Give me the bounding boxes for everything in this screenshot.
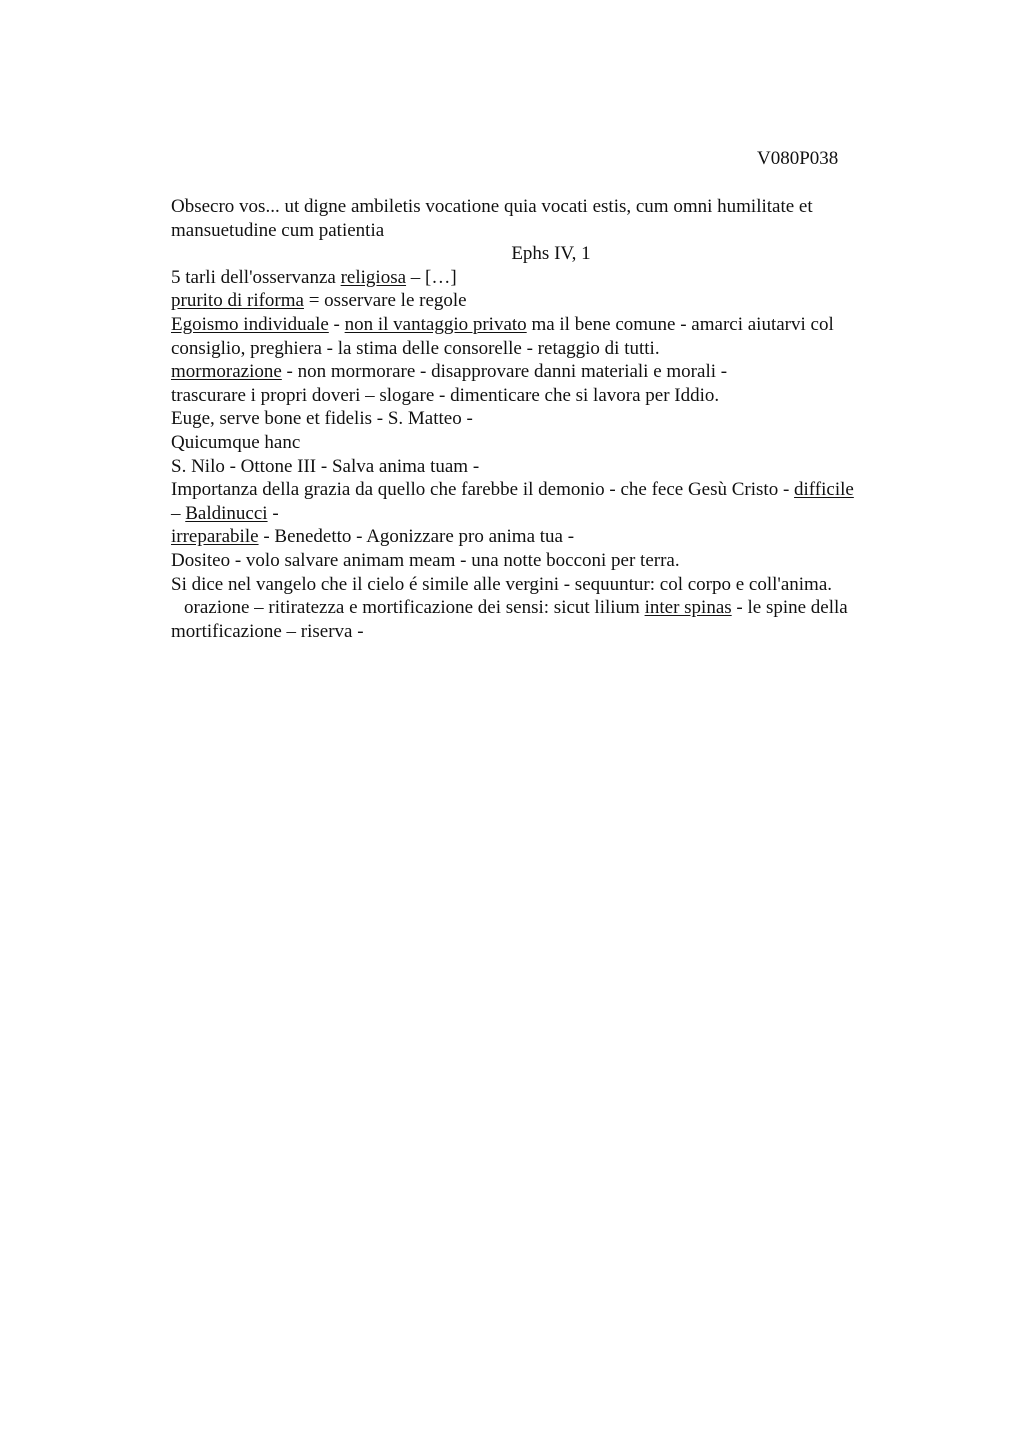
underlined-text: irreparabile [171, 526, 259, 548]
underlined-text: religiosa [340, 266, 407, 288]
document-id: V080P038 [757, 148, 839, 169]
citation: Ephs IV, 1 [511, 243, 591, 265]
text-span: Importanza della grazia da quello che farebbe il demonio - che fece Gesù Cristo - [171, 479, 795, 501]
text-line: consiglio, preghiera - la stima delle consorelle - retaggio di tutti. [171, 337, 660, 359]
text-line [171, 266, 931, 290]
underlined-text: Egoismo individuale [171, 313, 329, 335]
text-line: Dositeo - volo salvare animam meam - una notte bocconi per terra. [171, 549, 680, 571]
quote-line: Obsecro vos... ut digne ambiletis vocatione quia vocati estis, cum omni humilitate et [171, 196, 813, 217]
text-span: - le spine della [731, 597, 848, 619]
text-span: – [171, 502, 186, 524]
text-span: - non mormorare - disapprovare danni materiali e morali - [281, 361, 728, 383]
text-line [171, 360, 931, 384]
text-line [171, 525, 931, 549]
underlined-text: mormorazione [171, 361, 282, 383]
text-line: Euge, serve bone et fidelis - S. Matteo - [171, 408, 473, 430]
underlined-text: inter spinas [644, 597, 732, 619]
underlined-text: Baldinucci [185, 502, 268, 524]
document-body [171, 195, 931, 643]
text-line: Quicumque hanc [171, 431, 301, 453]
text-span: - [267, 502, 279, 524]
text-span: ma il bene comune - amarci aiutarvi col [526, 313, 834, 335]
text-line [171, 596, 931, 620]
quote-line: mansuetudine cum patientia [171, 219, 385, 241]
text-line: S. Nilo - Ottone III - Salva anima tuam - [171, 455, 480, 477]
text-span: - Benedetto - Agonizzare pro anima tua - [258, 526, 575, 548]
text-span: - [328, 313, 345, 335]
text-line: mortificazione – riserva - [171, 620, 364, 642]
underlined-text: difficile [794, 479, 854, 501]
text-line: trascurare i propri doveri – slogare - dimenticare che si lavora per Iddio. [171, 384, 720, 406]
underlined-text: non il vantaggio privato [344, 313, 527, 335]
text-line [171, 313, 931, 337]
underlined-text: prurito di riforma [171, 290, 304, 312]
text-line [171, 289, 931, 313]
text-line [171, 478, 931, 502]
text-span: orazione – ritiratezza e mortificazione dei sensi: sicut lilium [184, 597, 645, 619]
text-span: – […] [406, 266, 457, 288]
text-span: = osservare le regole [303, 290, 467, 312]
text-line [171, 502, 931, 526]
text-line: Si dice nel vangelo che il cielo é simile alle vergini - sequuntur: col corpo e coll'anima. [171, 573, 833, 595]
text-span: 5 tarli dell'osservanza [171, 266, 341, 288]
